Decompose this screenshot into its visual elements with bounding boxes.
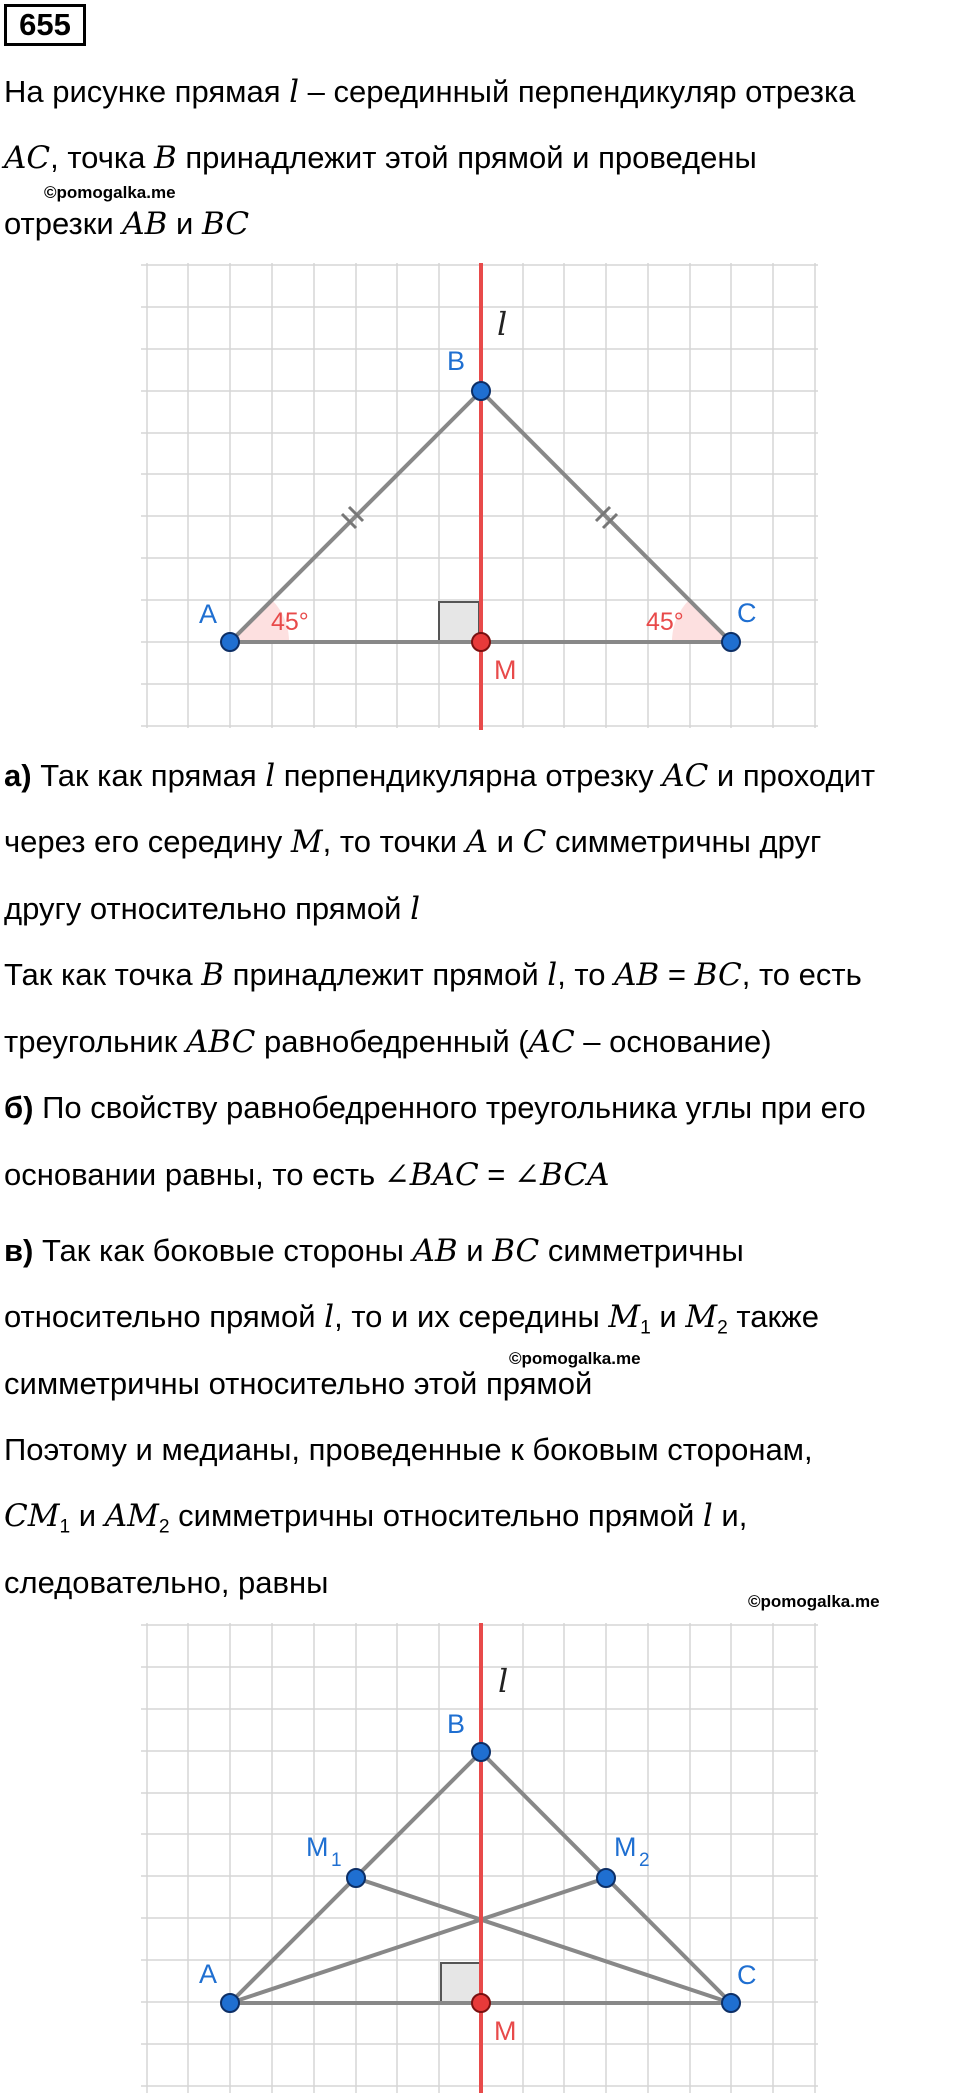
- statement-line-3: отрезки AB и BC: [4, 206, 250, 242]
- point-C: [722, 1994, 740, 2012]
- label-C: C: [737, 1960, 757, 1990]
- label-l: l: [497, 305, 508, 343]
- label-B: B: [447, 1709, 466, 1739]
- part-b-line-1: б) По свойству равнобедренного треугольника углы при его: [4, 1090, 866, 1125]
- part-v-line-2: относительно прямой l, то и их середины $M_1$ и $M_2$ также: [4, 1299, 820, 1339]
- point-M2: [597, 1869, 615, 1887]
- watermark-3: ©pomogalka.me: [748, 1592, 880, 1611]
- point-A: [221, 633, 239, 651]
- label-C: C: [737, 598, 757, 628]
- part-a-line-1: а) Так как прямая l перпендикулярна отрезку AC и проходит: [4, 758, 876, 794]
- part-a-line-5: треугольник ABC равнобедренный (AC – основание): [4, 1024, 772, 1060]
- part-b-line-2: основании равны, то есть ∠BAC = ∠BCA: [4, 1157, 610, 1193]
- problem-number: 655: [4, 4, 86, 46]
- label-l: l: [498, 1662, 509, 1700]
- point-A: [221, 1994, 239, 2012]
- part-v-line-6: следовательно, равны: [4, 1565, 329, 1600]
- point-M1: [347, 1869, 365, 1887]
- angle-label-C: 45°: [646, 608, 684, 636]
- part-v-line-4: Поэтому и медианы, проведенные к боковым сторонам,: [4, 1432, 813, 1467]
- statement-line-1: На рисунке прямая l – серединный перпендикуляр отрезка: [4, 74, 856, 110]
- watermark-2: ©pomogalka.me: [509, 1349, 641, 1368]
- point-M: [472, 1994, 490, 2012]
- label-A: A: [199, 599, 218, 629]
- statement-line-2: AC, точка B принадлежит этой прямой и проведены: [4, 140, 757, 176]
- label-M2-sub: 2: [639, 1850, 650, 1871]
- angle-label-A: 45°: [271, 608, 309, 636]
- part-v-line-5: $CM_1$ и $AM_2$ симметричны относительно прямой l и,: [4, 1498, 748, 1538]
- label-M: M: [494, 655, 517, 685]
- point-B: [472, 382, 490, 400]
- label-A: A: [199, 1959, 218, 1989]
- point-B: [472, 1743, 490, 1761]
- part-a-line-2: через его середину M, то точки A и C симметричны друг: [4, 824, 822, 860]
- part-v-line-3: симметричны относительно этой прямой: [4, 1366, 593, 1401]
- watermark-1: ©pomogalka.me: [44, 183, 176, 202]
- part-a-line-3: другу относительно прямой l: [4, 891, 420, 927]
- label-M: M: [494, 2016, 517, 2046]
- point-C: [722, 633, 740, 651]
- label-M1-sub: 1: [331, 1850, 342, 1871]
- part-a-line-4: Так как точка B принадлежит прямой l, то AB = BC, то есть: [4, 957, 862, 993]
- point-M: [472, 633, 490, 651]
- label-B: B: [447, 346, 466, 376]
- part-v-line-1: в) Так как боковые стороны AB и BC симметричны: [4, 1233, 744, 1269]
- figure-2: [0, 1610, 960, 2093]
- label-M1: M: [306, 1832, 329, 1862]
- figure-1: [0, 250, 960, 740]
- label-M2: M: [614, 1832, 637, 1862]
